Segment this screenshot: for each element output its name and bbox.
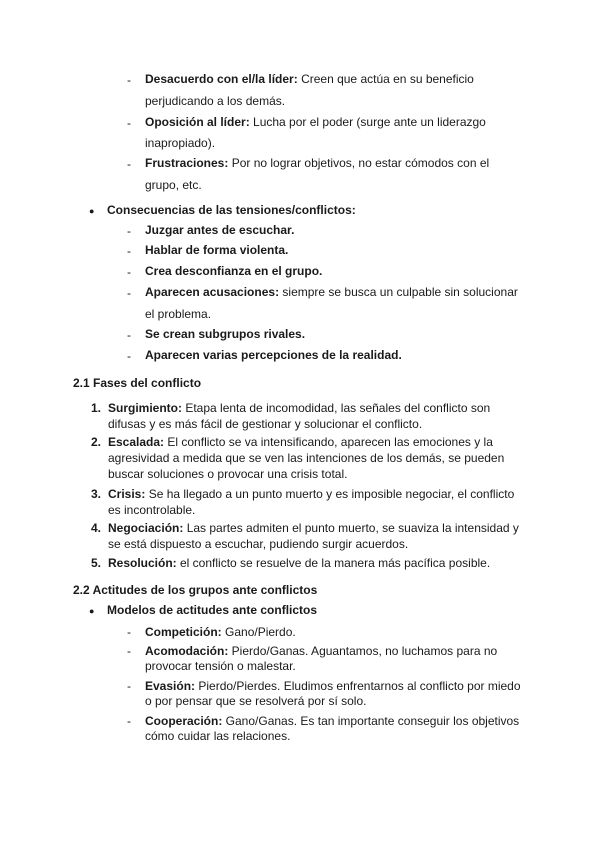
dash-bullet: - xyxy=(127,714,131,728)
consequence-item: Juzgar antes de escuchar. xyxy=(145,223,295,237)
phase-item: Resolución: el conflicto se resuelve de la manera más pacífica posible. xyxy=(108,556,491,570)
phase-item-cont: agresividad a medida que se ven las intenciones de los demás, se pueden xyxy=(108,451,505,465)
list-item-frustraciones: Frustraciones: Por no lograr objetivos, no estar cómodos con el xyxy=(145,156,490,170)
section-heading: 2.2 Actitudes de los grupos ante conflictos xyxy=(73,583,318,597)
list-number: 2. xyxy=(91,435,102,449)
dash-bullet: - xyxy=(127,224,131,238)
list-item-desacuerdo: Desacuerdo con el/la líder: Creen que actúa en su beneficio xyxy=(145,72,474,86)
list-number: 3. xyxy=(91,487,102,501)
list-item-oposicion-cont: inapropiado). xyxy=(145,136,216,150)
attitude-item-cont: cómo cuidar las relaciones. xyxy=(145,729,291,743)
consequence-item: Hablar de forma violenta. xyxy=(145,243,289,257)
dash-bullet: - xyxy=(127,157,131,171)
list-item-desacuerdo-cont: perjudicando a los demás. xyxy=(145,94,286,108)
dash-bullet: - xyxy=(127,116,131,130)
attitude-item: Evasión: Pierdo/Pierdes. Eludimos enfrentarnos al conflicto por miedo xyxy=(145,679,521,693)
dash-bullet: - xyxy=(127,679,131,693)
attitudes-title: Modelos de actitudes ante conflictos xyxy=(107,603,318,617)
phase-item-cont: difusas y es más fácil de gestionar y solucionar el conflicto. xyxy=(108,417,423,431)
list-item-oposicion: Oposición al líder: Lucha por el poder (surge ante un liderazgo xyxy=(145,115,486,129)
bullet-icon: ● xyxy=(89,606,95,616)
consequence-item: Aparecen varias percepciones de la realidad. xyxy=(145,348,402,362)
phase-item: Crisis: Se ha llegado a un punto muerto y es imposible negociar, el conflicto xyxy=(108,487,515,501)
attitude-item-cont: provocar tensión o malestar. xyxy=(145,659,296,673)
consequence-item: Crea desconfianza en el grupo. xyxy=(145,264,323,278)
consequence-item-cont: el problema. xyxy=(145,307,212,321)
list-number: 1. xyxy=(91,401,102,415)
attitude-item: Cooperación: Gano/Ganas. Es tan importante conseguir los objetivos xyxy=(145,714,520,728)
phase-item-cont: es incontrolable. xyxy=(108,503,196,517)
section-heading: 2.1 Fases del conflicto xyxy=(73,376,202,390)
dash-bullet: - xyxy=(127,644,131,658)
consequence-item: Se crean subgrupos rivales. xyxy=(145,327,306,341)
phase-item: Escalada: El conflicto se va intensificando, aparecen las emociones y la xyxy=(108,435,493,449)
dash-bullet: - xyxy=(127,244,131,258)
dash-bullet: - xyxy=(127,328,131,342)
dash-bullet: - xyxy=(127,625,131,639)
list-item-frustraciones-cont: grupo, etc. xyxy=(145,178,202,192)
phase-item: Negociación: Las partes admiten el punto muerto, se suaviza la intensidad y xyxy=(108,521,519,535)
list-number: 5. xyxy=(91,556,102,570)
dash-bullet: - xyxy=(127,286,131,300)
phase-item: Surgimiento: Etapa lenta de incomodidad, las señales del conflicto son xyxy=(108,401,491,415)
consequences-title: Consecuencias de las tensiones/conflictos: xyxy=(107,203,356,217)
attitude-item: Acomodación: Pierdo/Ganas. Aguantamos, no luchamos para no xyxy=(145,644,498,658)
attitude-item: Competición: Gano/Pierdo. xyxy=(145,625,296,639)
dash-bullet: - xyxy=(127,349,131,363)
bullet-icon: ● xyxy=(89,206,95,216)
consequence-item: Aparecen acusaciones: siempre se busca un culpable sin solucionar xyxy=(145,285,518,299)
dash-bullet: - xyxy=(127,265,131,279)
list-number: 4. xyxy=(91,521,102,535)
phase-item-cont: buscar soluciones o provocar una crisis total. xyxy=(108,467,348,481)
phase-item-cont: se está dispuesto a escuchar, pudiendo surgir acuerdos. xyxy=(108,537,409,551)
dash-bullet: - xyxy=(127,73,131,87)
attitude-item-cont: o por pensar que se resolverá por sí solo. xyxy=(145,694,367,708)
